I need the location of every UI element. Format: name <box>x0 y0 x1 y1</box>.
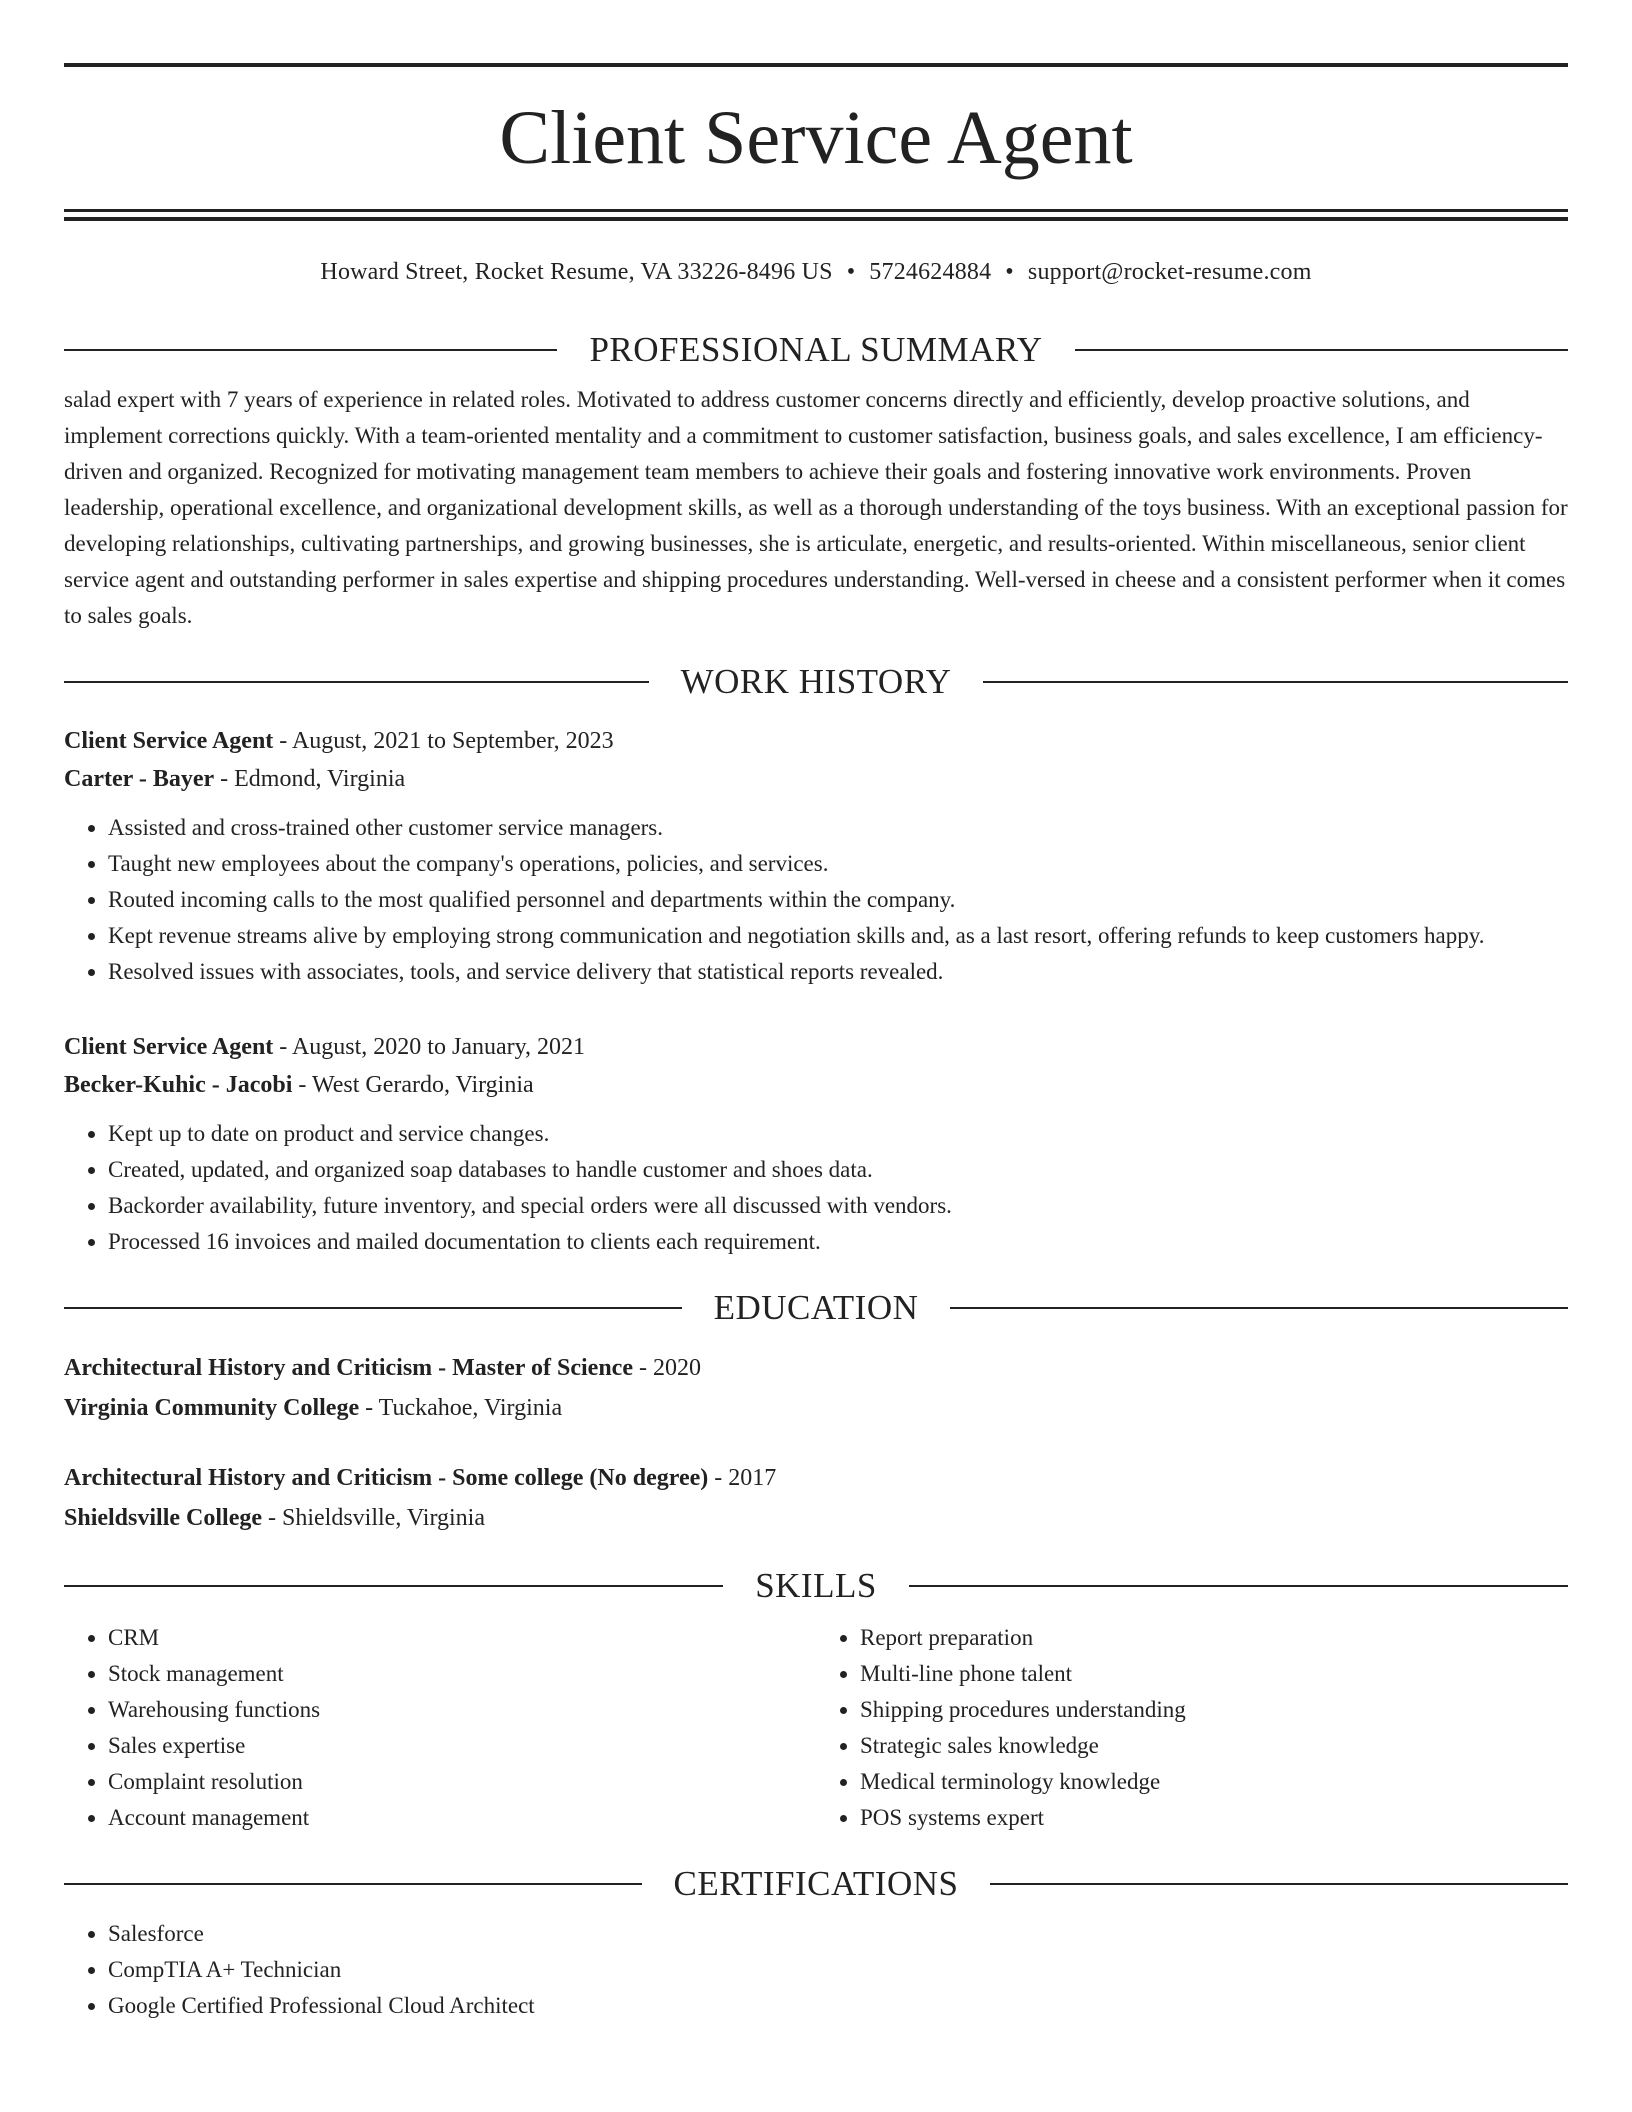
contact-line <box>64 259 1568 286</box>
education-degree: Architectural History and Criticism - Master of Science <box>64 1355 633 1381</box>
list-item: • Multi-line phone talent <box>860 1656 1568 1692</box>
list-item: • Report preparation <box>860 1620 1568 1656</box>
list-item: • CRM <box>108 1620 816 1656</box>
section-header-skills <box>64 1566 1568 1606</box>
job-dates: - August, 2020 to January, 2021 <box>273 1034 586 1060</box>
list-item: • Kept revenue streams alive by employing strong communication and negotiation skills and, as a last resort, offering refunds to keep customers happy. <box>108 918 1568 954</box>
section-rule <box>64 1307 682 1309</box>
certifications-list <box>64 1916 1568 2024</box>
section-rule <box>909 1585 1568 1587</box>
contact-address: Howard Street, Rocket Resume, VA 33226-8496 US <box>320 259 833 285</box>
education-location: - Tuckahoe, Virginia <box>359 1395 563 1421</box>
contact-email: support@rocket-resume.com <box>1027 259 1312 285</box>
education-school: Virginia Community College <box>64 1395 360 1421</box>
section-header-certifications <box>64 1864 1568 1904</box>
job-dates: - August, 2021 to September, 2023 <box>273 728 614 754</box>
section-header-education <box>64 1288 1568 1328</box>
list-item: • Stock management <box>108 1656 816 1692</box>
list-item: • Shipping procedures understanding <box>860 1692 1568 1728</box>
section-title-education: EDUCATION <box>713 1288 919 1327</box>
education-school-line <box>64 1498 1568 1538</box>
section-rule <box>990 1883 1568 1885</box>
section-rule <box>1075 349 1568 351</box>
section-rule <box>64 1883 642 1885</box>
job-entry <box>64 1028 1568 1260</box>
skills-list-right <box>816 1620 1568 1836</box>
list-item: • Taught new employees about the company's operations, policies, and services. <box>108 846 1568 882</box>
section-header-summary <box>64 330 1568 370</box>
education-location: - Shieldsville, Virginia <box>262 1505 485 1531</box>
list-item: • Warehousing functions <box>108 1692 816 1728</box>
list-item: • Salesforce <box>108 1916 1568 1952</box>
education-school-line <box>64 1388 1568 1428</box>
education-entry <box>64 1348 1568 1428</box>
contact-separator: • <box>846 259 856 285</box>
section-rule <box>983 681 1568 683</box>
section-rule <box>64 1585 723 1587</box>
section-title-certifications: CERTIFICATIONS <box>673 1864 959 1903</box>
job-bullets <box>64 1116 1568 1260</box>
title-double-rule <box>64 209 1568 221</box>
education-year: - 2017 <box>708 1465 777 1491</box>
job-company-line <box>64 760 1568 798</box>
education-degree-line <box>64 1348 1568 1388</box>
job-company: Carter - Bayer <box>64 766 215 792</box>
job-entry <box>64 722 1568 990</box>
job-title-line <box>64 1028 1568 1066</box>
education-year: - 2020 <box>632 1355 701 1381</box>
list-item: • Complaint resolution <box>108 1764 816 1800</box>
list-item: • Medical terminology knowledge <box>860 1764 1568 1800</box>
list-item: • Sales expertise <box>108 1728 816 1764</box>
section-rule <box>950 1307 1568 1309</box>
contact-separator: • <box>1005 259 1014 285</box>
list-item: • Resolved issues with associates, tools, and service delivery that statistical reports revealed. <box>108 954 1568 990</box>
education-entry <box>64 1458 1568 1538</box>
education-degree-line <box>64 1458 1568 1498</box>
skills-list-left <box>64 1620 816 1836</box>
job-company: Becker-Kuhic - Jacobi <box>64 1072 293 1098</box>
job-title-line <box>64 722 1568 760</box>
section-title-skills: SKILLS <box>755 1566 877 1605</box>
contact-phone: 5724624884 <box>869 259 992 285</box>
section-header-work <box>64 662 1568 702</box>
skills-columns <box>64 1620 1568 1836</box>
list-item: • CompTIA A+ Technician <box>108 1952 1568 1988</box>
resume-title: Client Service Agent <box>499 96 1133 180</box>
section-title-summary: PROFESSIONAL SUMMARY <box>589 330 1043 369</box>
resume-page <box>64 0 1568 2024</box>
list-item: • Google Certified Professional Cloud Architect <box>108 1988 1568 2024</box>
job-title: Client Service Agent <box>64 1034 274 1060</box>
list-item: • Processed 16 invoices and mailed documentation to clients each requirement. <box>108 1224 1568 1260</box>
education-school: Shieldsville College <box>64 1505 262 1531</box>
job-company-line <box>64 1066 1568 1104</box>
job-location: - Edmond, Virginia <box>214 766 406 792</box>
list-item: • Assisted and cross-trained other customer service managers. <box>108 810 1568 846</box>
list-item: • Account management <box>108 1800 816 1836</box>
list-item: • Created, updated, and organized soap databases to handle customer and shoes data. <box>108 1152 1568 1188</box>
job-bullets <box>64 810 1568 990</box>
section-rule <box>64 349 557 351</box>
education-degree: Architectural History and Criticism - Some college (No degree) <box>64 1465 709 1491</box>
list-item: • POS systems expert <box>860 1800 1568 1836</box>
job-title: Client Service Agent <box>64 728 274 754</box>
summary-paragraph: salad expert with 7 years of experience in related roles. Motivated to address customer concerns directly and efficiently, develop proactive solutions, and implement corrections quickly. With a team-oriented mentality and a commitment to customer satisfaction, business goals, and sales excellence, I am efficiency-driven and organized. Recognized for motivating management team members to achieve their goals and fostering innovative work environments. Proven leadership, operational excellence, and organizational development skills, as well as a thorough understanding of the toys business. With an exceptional passion for developing relationships, cultivating partnerships, and growing businesses, she is articulate, energetic, and results-oriented. Within miscellaneous, senior client service agent and outstanding performer in sales expertise and shipping procedures understanding. Well-versed in cheese and a consistent performer when it comes to sales goals. <box>64 387 1568 628</box>
list-item: • Strategic sales knowledge <box>860 1728 1568 1764</box>
list-item: • Backorder availability, future inventory, and special orders were all discussed with vendors. <box>108 1188 1568 1224</box>
top-rule <box>64 63 1568 67</box>
section-rule <box>64 681 649 683</box>
list-item: • Routed incoming calls to the most qualified personnel and departments within the company. <box>108 882 1568 918</box>
section-title-work: WORK HISTORY <box>680 662 952 701</box>
job-location: - West Gerardo, Virginia <box>292 1072 534 1098</box>
list-item: • Kept up to date on product and service changes. <box>108 1116 1568 1152</box>
